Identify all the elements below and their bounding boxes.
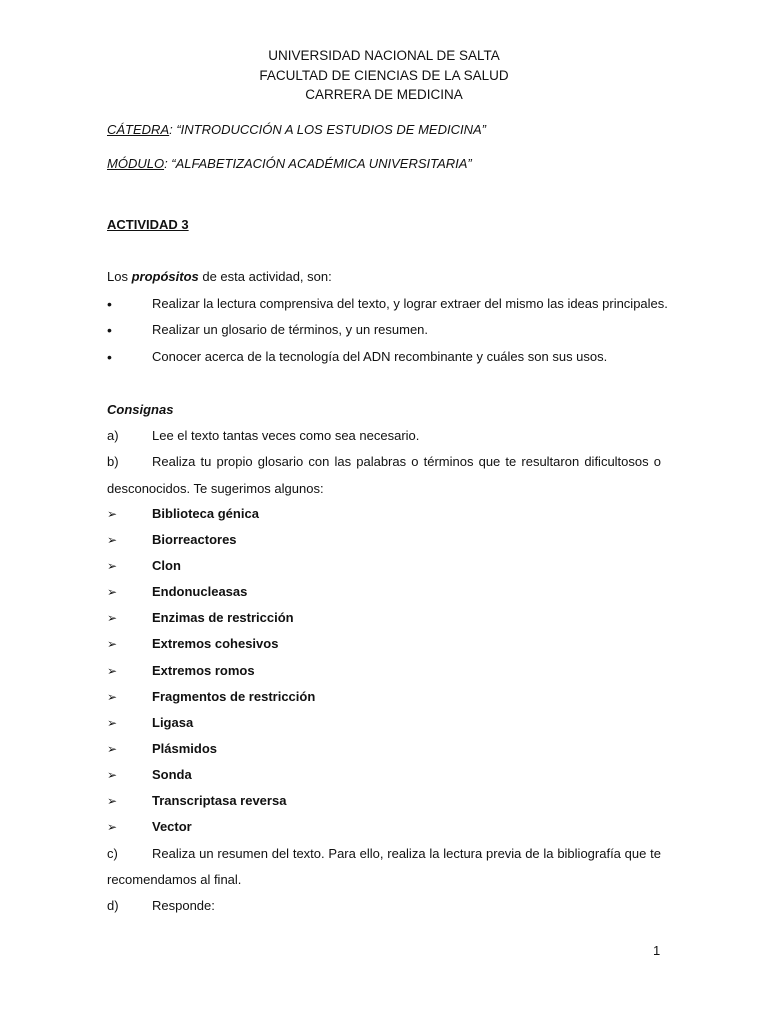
purposes-intro	[107, 268, 332, 286]
bullet-icon: •	[107, 296, 112, 312]
instruction-b-continued: desconocidos. Te sugerimos algunos:	[107, 481, 324, 496]
glossary-term-text: Transcriptasa reversa	[152, 793, 287, 808]
arrow-bullet-icon: ➢	[107, 768, 118, 782]
modulo-label: MÓDULO	[107, 156, 165, 171]
arrow-bullet-icon: ➢	[107, 742, 118, 756]
purposes-emphasis: propósitos	[131, 269, 199, 284]
instruction-a-marker: a)	[107, 428, 119, 443]
glossary-term-text: Extremos romos	[152, 663, 255, 678]
activity-title: ACTIVIDAD 3	[107, 217, 189, 232]
purposes-intro-before: Los	[107, 269, 132, 284]
modulo-value: : “ALFABETIZACIÓN ACADÉMICA UNIVERSITARIA”	[164, 156, 472, 171]
instruction-c-continued: recomendamos al final.	[107, 872, 242, 887]
arrow-bullet-icon: ➢	[107, 507, 118, 521]
career-name: CARRERA DE MEDICINA	[305, 87, 463, 102]
catedra-label: CÁTEDRA	[107, 122, 170, 137]
university-name: UNIVERSIDAD NACIONAL DE SALTA	[268, 48, 500, 63]
arrow-bullet-icon: ➢	[107, 611, 118, 625]
arrow-bullet-icon: ➢	[107, 690, 118, 704]
instruction-a-text: Lee el texto tantas veces como sea necesario.	[152, 428, 420, 443]
purposes-intro-after: de esta actividad, son:	[198, 269, 332, 284]
glossary-term-text: Plásmidos	[152, 741, 218, 756]
glossary-term-text: Biorreactores	[152, 532, 237, 547]
arrow-bullet-icon: ➢	[107, 533, 118, 547]
catedra-value: : “INTRODUCCIÓN A LOS ESTUDIOS DE MEDICINA”	[169, 122, 486, 137]
glossary-term-text: Ligasa	[152, 715, 194, 730]
consignas-title: Consignas	[107, 402, 174, 417]
instruction-d-marker: d)	[107, 898, 119, 913]
arrow-bullet-icon: ➢	[107, 820, 118, 834]
bullet-icon: •	[107, 349, 112, 365]
modulo-line	[107, 155, 472, 173]
bullet-icon: •	[107, 322, 112, 338]
purpose-item-text: Realizar un glosario de términos, y un resumen.	[152, 322, 429, 337]
instruction-c-marker: c)	[107, 846, 118, 861]
purpose-item-text: Conocer acerca de la tecnología del ADN recombinante y cuáles son sus usos.	[152, 349, 608, 364]
glossary-term-text: Vector	[152, 819, 192, 834]
arrow-bullet-icon: ➢	[107, 559, 118, 573]
glossary-term-text: Clon	[152, 558, 181, 573]
catedra-line	[107, 121, 486, 139]
glossary-term-text: Fragmentos de restricción	[152, 689, 316, 704]
glossary-term-text: Biblioteca génica	[152, 506, 259, 521]
instruction-c-text: Realiza un resumen del texto. Para ello, realiza la lectura previa de la bibliografía que te	[152, 846, 661, 861]
purpose-item-text: Realizar la lectura comprensiva del texto, y lograr extraer del mismo las ideas principales.	[152, 296, 668, 311]
arrow-bullet-icon: ➢	[107, 794, 118, 808]
instruction-d-text: Responde:	[152, 898, 215, 913]
glossary-term-text: Endonucleasas	[152, 584, 248, 599]
arrow-bullet-icon: ➢	[107, 637, 118, 651]
faculty-name: FACULTAD DE CIENCIAS DE LA SALUD	[259, 67, 509, 83]
glossary-term-text: Sonda	[152, 767, 192, 782]
arrow-bullet-icon: ➢	[107, 664, 118, 678]
glossary-term-text: Extremos cohesivos	[152, 636, 279, 651]
arrow-bullet-icon: ➢	[107, 716, 118, 730]
instruction-b-marker: b)	[107, 454, 119, 469]
document-header	[0, 46, 768, 105]
glossary-term-text: Enzimas de restricción	[152, 610, 294, 625]
page-number: 1	[653, 943, 661, 958]
arrow-bullet-icon: ➢	[107, 585, 118, 599]
instruction-b-text: Realiza tu propio glosario con las palabras o términos que te resultaron dificultosos o	[152, 454, 661, 469]
